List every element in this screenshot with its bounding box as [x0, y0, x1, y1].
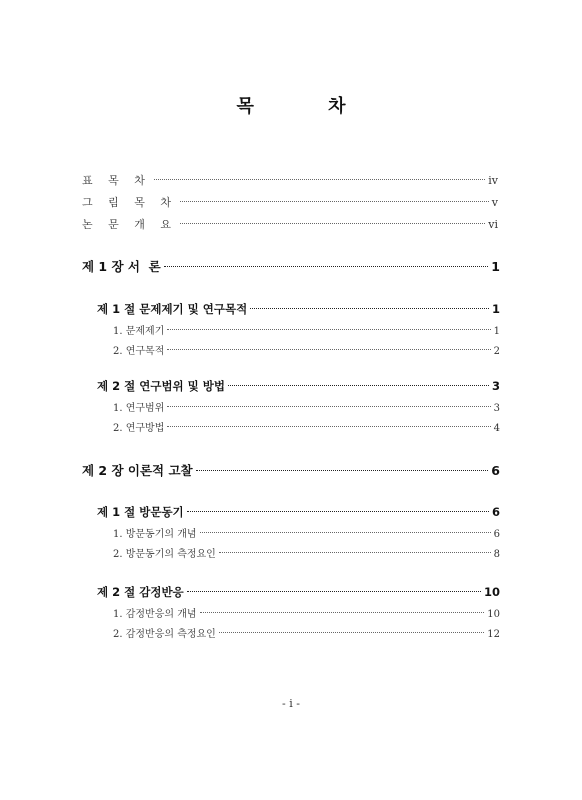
toc-chapter-1[interactable] [82, 257, 500, 275]
toc-entry-page: vi [488, 218, 498, 231]
dot-leader [196, 470, 489, 471]
toc-chapter-page: 6 [491, 463, 500, 478]
dot-leader [167, 349, 490, 350]
dot-leader [228, 385, 489, 386]
toc-item-label: 2. 연구방법 [113, 423, 165, 434]
toc-section-page: 10 [483, 585, 500, 599]
dot-leader [187, 511, 489, 512]
dot-leader [167, 406, 490, 407]
toc-item-page: 1 [493, 326, 500, 337]
dot-leader [180, 223, 485, 224]
toc-item-page: 10 [487, 609, 500, 620]
dot-leader [219, 552, 491, 553]
toc-section-label: 제 2 절 감정반응 [97, 585, 184, 599]
toc-item[interactable] [113, 399, 500, 414]
toc-item-label: 2. 방문동기의 측정요인 [113, 549, 216, 560]
toc-item-page: 4 [493, 423, 500, 434]
toc-item-page: 3 [493, 403, 500, 414]
toc-chapter-label: 제 2 장 이론적 고찰 [82, 463, 193, 478]
toc-entry-label: 그 림 목 차 [82, 196, 177, 209]
toc-chapter-page: 1 [491, 259, 500, 274]
toc-item[interactable] [113, 625, 500, 640]
dot-leader [167, 426, 490, 427]
toc-item[interactable] [113, 605, 500, 620]
dot-leader [250, 308, 489, 309]
toc-section-label: 제 1 절 문제제기 및 연구목적 [97, 302, 248, 316]
toc-item-page: 6 [493, 529, 500, 540]
dot-leader [180, 201, 489, 202]
page-number-footer: - i - [282, 697, 300, 710]
toc-item-label: 2. 감정반응의 측정요인 [113, 629, 216, 640]
toc-title: 목 차 [236, 96, 380, 117]
toc-entry-page: iv [488, 174, 498, 187]
toc-item[interactable] [113, 419, 500, 434]
toc-item-page: 8 [493, 549, 500, 560]
toc-item-label: 2. 연구목적 [113, 346, 165, 357]
dot-leader [200, 532, 491, 533]
dot-leader [187, 591, 481, 592]
toc-section-2-2[interactable] [97, 584, 500, 600]
toc-section-label: 제 1 절 방문동기 [97, 505, 184, 519]
toc-entry-label: 표 목 차 [82, 174, 151, 187]
toc-item[interactable] [113, 545, 500, 560]
dot-leader [167, 329, 490, 330]
toc-item-label: 1. 문제제기 [113, 326, 165, 337]
toc-chapter-label: 제 1 장 서 론 [82, 259, 161, 274]
dot-leader [164, 266, 489, 267]
toc-entry-label: 논 문 개 요 [82, 218, 177, 231]
toc-chapter-2[interactable] [82, 461, 500, 479]
toc-section-label: 제 2 절 연구범위 및 방법 [97, 379, 225, 393]
toc-section-page: 6 [491, 505, 500, 519]
toc-section-1-1[interactable] [97, 301, 500, 317]
toc-item-page: 2 [493, 346, 500, 357]
dot-leader [219, 632, 484, 633]
toc-entry-page: v [491, 196, 498, 209]
toc-entry-list-of-figures[interactable] [82, 194, 498, 210]
toc-item[interactable] [113, 322, 500, 337]
toc-item-label: 1. 방문동기의 개념 [113, 529, 197, 540]
toc-section-page: 1 [491, 302, 500, 316]
toc-section-page: 3 [491, 379, 500, 393]
toc-entry-list-of-tables[interactable] [82, 172, 498, 188]
toc-item-page: 12 [487, 629, 500, 640]
toc-entry-abstract[interactable] [82, 216, 498, 232]
toc-section-1-2[interactable] [97, 378, 500, 394]
toc-item-label: 1. 감정반응의 개념 [113, 609, 197, 620]
toc-item-label: 1. 연구범위 [113, 403, 165, 414]
dot-leader [200, 612, 485, 613]
toc-section-2-1[interactable] [97, 504, 500, 520]
dot-leader [154, 179, 485, 180]
toc-item[interactable] [113, 525, 500, 540]
toc-item[interactable] [113, 342, 500, 357]
